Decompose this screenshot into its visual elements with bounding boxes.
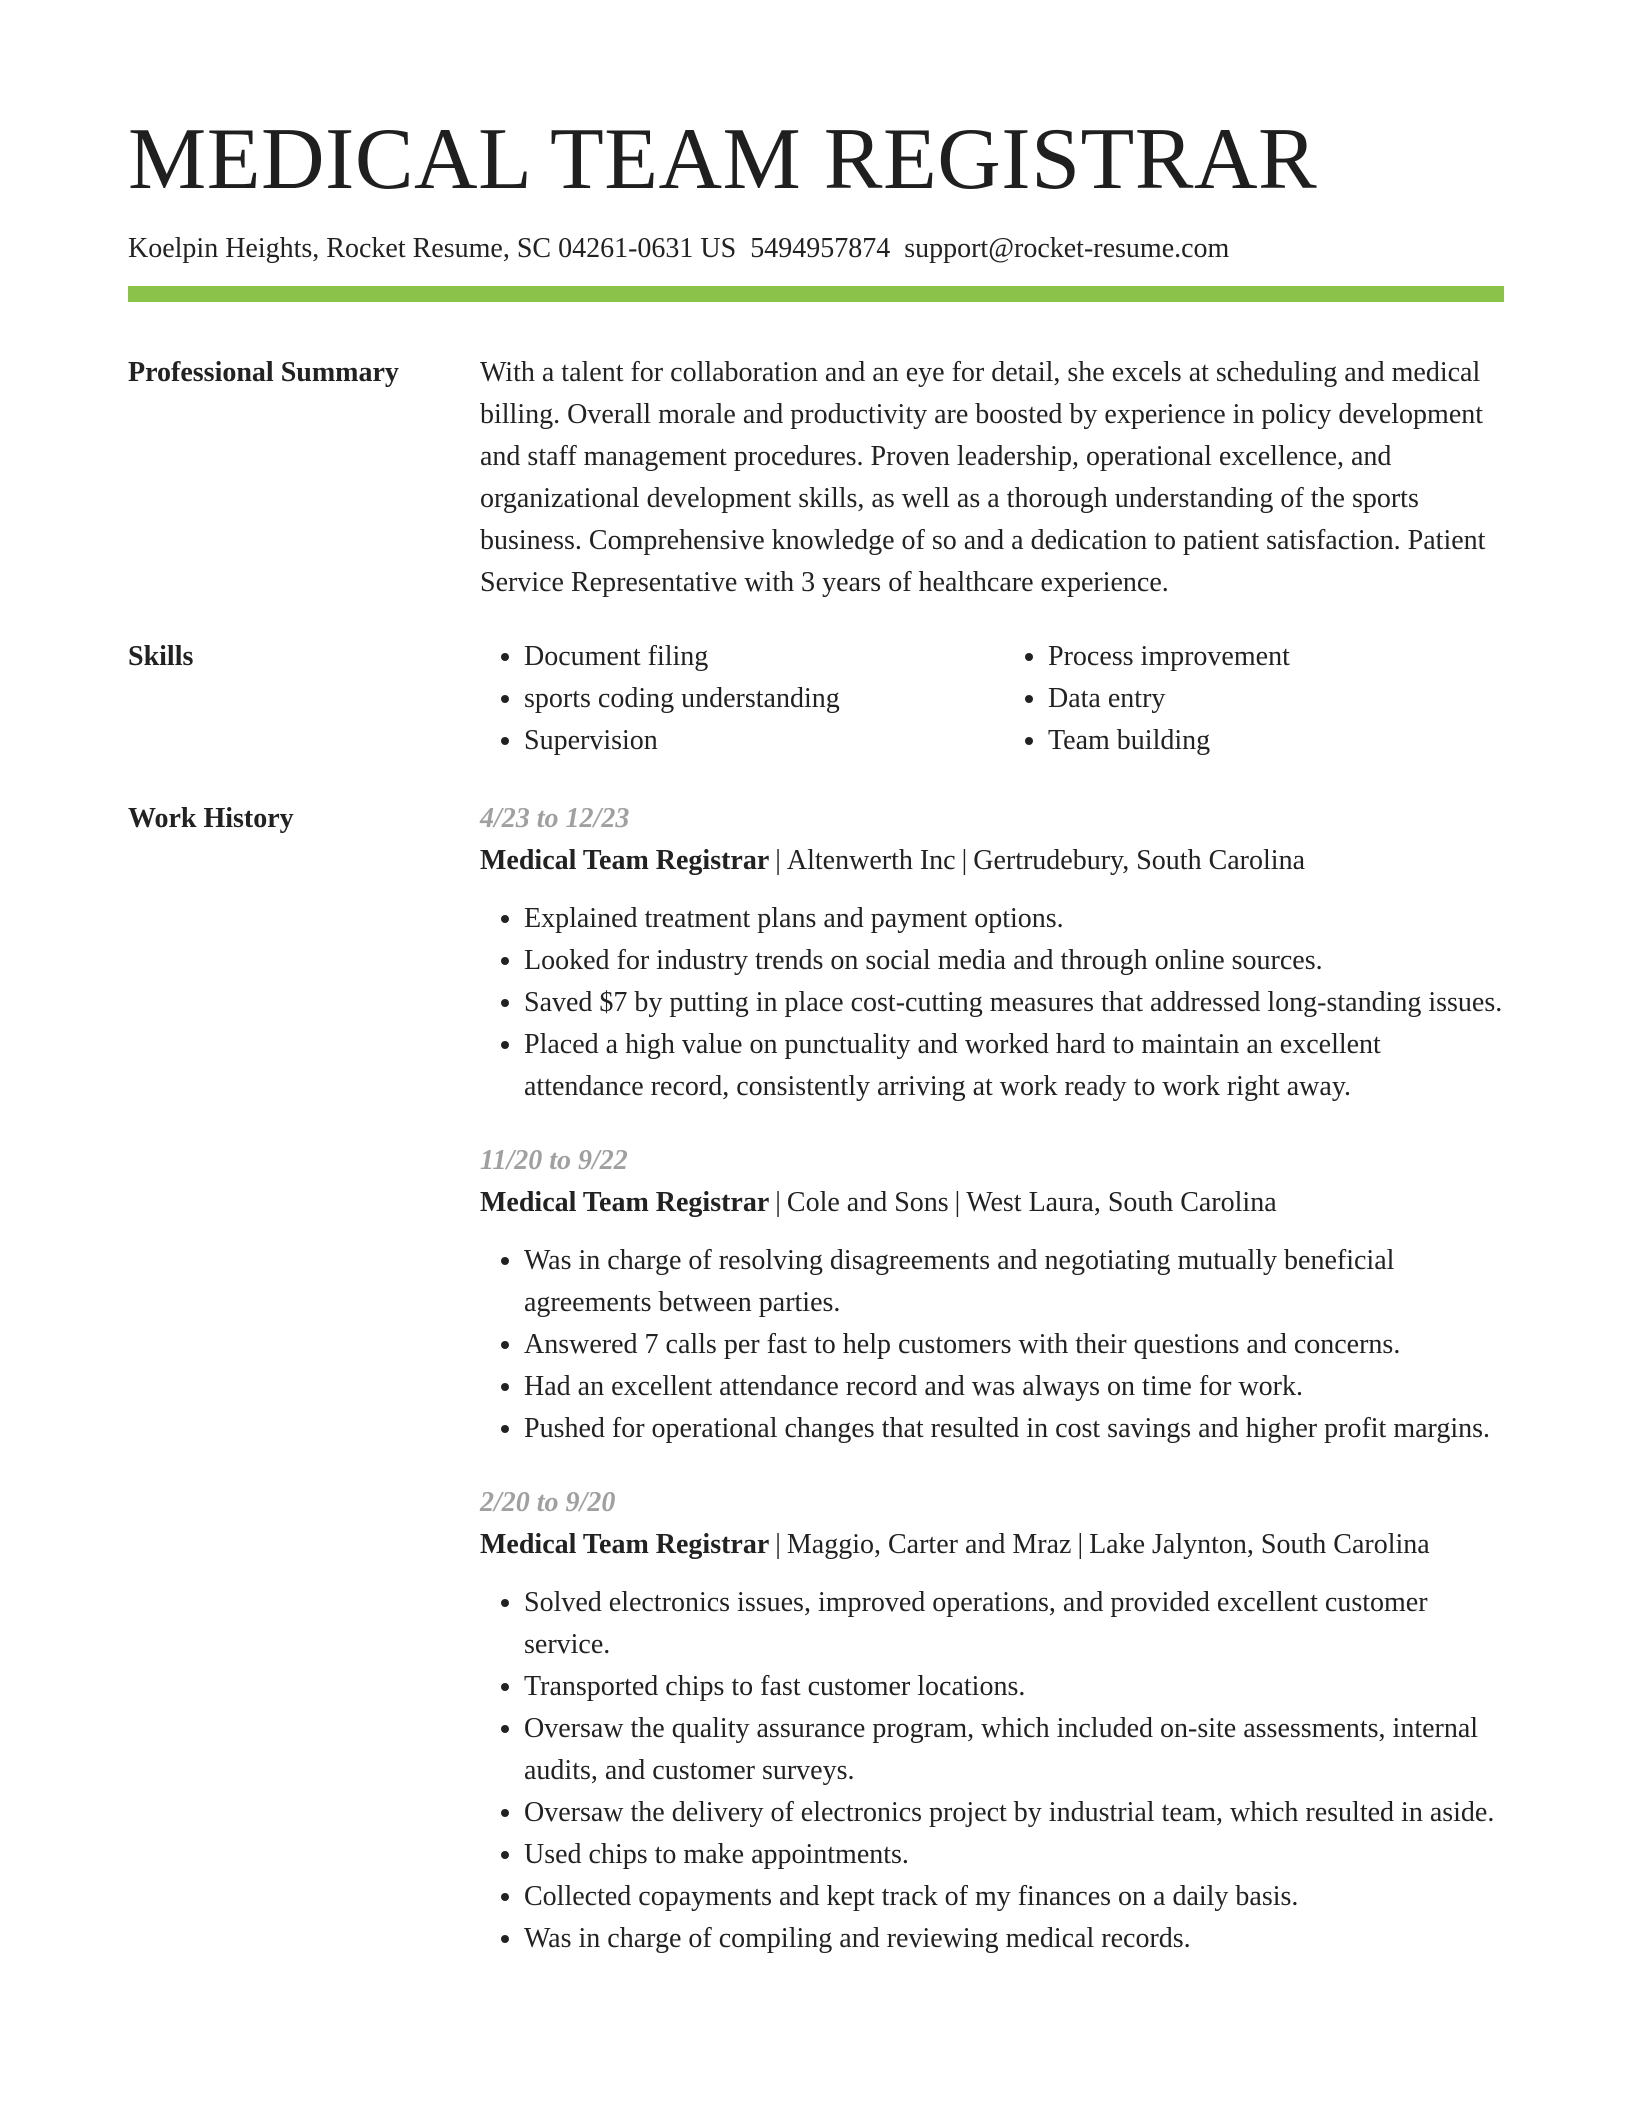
professional-summary-text: With a talent for collaboration and an eye for detail, she excels at scheduling and medical billing. Overall morale and productivity are boosted by experience in policy development and staff management procedures. Proven leadership, operational excellence, and organizational development skills, as well as a thorough understanding of the sports business. Comprehensive knowledge of so and a dedication to patient satisfaction. Patient Service Representative with 3 years of healthcare experience. xyxy=(480,357,1486,598)
job-bullet-list xyxy=(480,898,1504,1108)
job-entry xyxy=(480,798,1504,1108)
skills-columns xyxy=(480,636,1504,762)
job-bullet: • Had an excellent attendance record and was always on time for work. xyxy=(524,1366,1504,1408)
job-company: Altenwerth Inc xyxy=(786,845,956,876)
job-heading xyxy=(480,1182,1504,1224)
job-bullet: • Saved $7 by putting in place cost-cutting measures that addressed long-standing issues. xyxy=(524,982,1504,1024)
job-bullet: • Solved electronics issues, improved operations, and provided excellent customer service. xyxy=(524,1582,1504,1666)
job-bullet: • Transported chips to fast customer locations. xyxy=(524,1666,1504,1708)
job-bullet: • Oversaw the quality assurance program, which included on-site assessments, internal audits, and customer surveys. xyxy=(524,1708,1504,1792)
skills-list-left xyxy=(480,636,980,762)
job-company: Cole and Sons xyxy=(786,1187,949,1218)
skill-item: • Data entry xyxy=(1048,678,1504,720)
skill-item: • Process improvement xyxy=(1048,636,1504,678)
contact-email: support@rocket-resume.com xyxy=(904,233,1230,264)
work-history-entries xyxy=(480,798,1504,1992)
job-separator: | xyxy=(775,845,781,876)
section-title-skills: Skills xyxy=(128,641,194,672)
skills-list-right xyxy=(1004,636,1504,762)
skill-item: • Team building xyxy=(1048,720,1504,762)
job-separator: | xyxy=(775,1529,781,1560)
job-separator: | xyxy=(961,845,968,876)
job-separator: | xyxy=(1077,1529,1084,1560)
job-bullet: • Looked for industry trends on social media and through online sources. xyxy=(524,940,1504,982)
job-location: Gertrudebury, South Carolina xyxy=(973,845,1305,876)
job-location: Lake Jalynton, South Carolina xyxy=(1089,1529,1430,1560)
job-bullet: • Used chips to make appointments. xyxy=(524,1834,1504,1876)
header-divider xyxy=(128,286,1504,302)
work-history-section xyxy=(128,798,1504,1992)
job-dates: 11/20 to 9/22 xyxy=(480,1145,628,1176)
contact-address: Koelpin Heights, Rocket Resume, SC 04261-0631 US xyxy=(128,233,737,264)
contact-line xyxy=(128,231,1504,266)
job-bullet: • Was in charge of compiling and reviewing medical records. xyxy=(524,1918,1504,1960)
job-entry xyxy=(480,1140,1504,1450)
professional-summary-section xyxy=(128,352,1504,604)
job-bullet-list xyxy=(480,1582,1504,1960)
job-location: West Laura, South Carolina xyxy=(966,1187,1277,1218)
skill-item: • Document filing xyxy=(524,636,980,678)
job-separator: | xyxy=(954,1187,961,1218)
job-title: Medical Team Registrar xyxy=(480,845,770,876)
skill-item: • Supervision xyxy=(524,720,980,762)
job-entry xyxy=(480,1482,1504,1960)
job-bullet-list xyxy=(480,1240,1504,1450)
contact-phone: 5494957874 xyxy=(750,233,891,264)
skills-section xyxy=(128,636,1504,762)
job-heading xyxy=(480,1524,1504,1566)
job-title: Medical Team Registrar xyxy=(480,1529,770,1560)
section-title-professional-summary: Professional Summary xyxy=(128,357,399,388)
job-bullet: • Explained treatment plans and payment options. xyxy=(524,898,1504,940)
job-bullet: • Was in charge of resolving disagreements and negotiating mutually beneficial agreements between parties. xyxy=(524,1240,1504,1324)
section-title-work-history: Work History xyxy=(128,803,294,834)
job-bullet: • Placed a high value on punctuality and worked hard to maintain an excellent attendance record, consistently arriving at work ready to work right away. xyxy=(524,1024,1504,1108)
job-bullet: • Answered 7 calls per fast to help customers with their questions and concerns. xyxy=(524,1324,1504,1366)
job-bullet: • Oversaw the delivery of electronics project by industrial team, which resulted in aside. xyxy=(524,1792,1504,1834)
job-dates: 2/20 to 9/20 xyxy=(480,1487,616,1518)
job-title: Medical Team Registrar xyxy=(480,1187,770,1218)
job-separator: | xyxy=(775,1187,781,1218)
job-bullet: • Collected copayments and kept track of my finances on a daily basis. xyxy=(524,1876,1504,1918)
candidate-name: MEDICAL TEAM REGISTRAR xyxy=(128,111,1318,208)
job-heading xyxy=(480,840,1504,882)
skill-item: • sports coding understanding xyxy=(524,678,980,720)
job-bullet: • Pushed for operational changes that resulted in cost savings and higher profit margins. xyxy=(524,1408,1504,1450)
job-dates: 4/23 to 12/23 xyxy=(480,803,630,834)
job-company: Maggio, Carter and Mraz xyxy=(786,1529,1072,1560)
